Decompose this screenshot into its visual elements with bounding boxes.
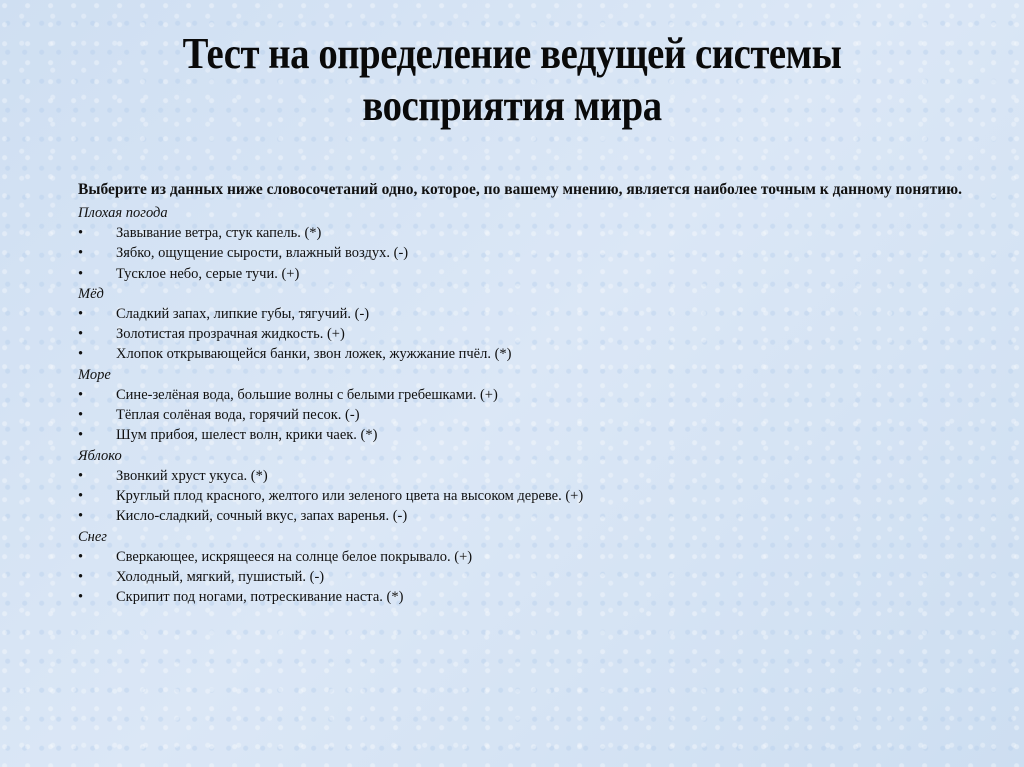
group-sea	[78, 365, 978, 446]
bullet-icon: •	[78, 548, 84, 565]
bullet-icon: •	[78, 265, 84, 282]
bullet-icon: •	[78, 487, 84, 504]
bullet-icon: •	[78, 589, 84, 606]
item-text: Тёплая солёная вода, горячий песок. (-)	[116, 407, 360, 424]
group-title: Море	[78, 366, 111, 383]
list-item	[78, 425, 978, 445]
bullet-icon: •	[78, 508, 84, 525]
list-item	[78, 385, 978, 405]
bullet-icon: •	[78, 386, 84, 403]
group-honey	[78, 284, 978, 365]
bullet-icon: •	[78, 245, 84, 262]
bullet-icon: •	[78, 467, 84, 484]
list-item	[78, 466, 978, 486]
list-item	[78, 344, 978, 364]
slide-content	[78, 180, 978, 607]
bullet-icon: •	[78, 305, 84, 322]
group-bad-weather	[78, 203, 978, 284]
item-text: Тусклое небо, серые тучи. (+)	[116, 265, 300, 282]
group-title: Плохая погода	[78, 205, 168, 221]
item-text: Сладкий запах, липкие губы, тягучий. (-)	[116, 305, 370, 322]
item-text: Скрипит под ногами, потрескивание наста. (*)	[116, 589, 404, 606]
slide-title	[61, 28, 962, 132]
item-text: Круглый плод красного, желтого или зеленого цвета на высоком дереве. (+)	[116, 487, 584, 504]
list-item	[78, 506, 978, 526]
group-snow	[78, 527, 978, 608]
item-text: Золотистая прозрачная жидкость. (+)	[116, 326, 345, 343]
item-text: Завывание ветра, стук капель. (*)	[116, 225, 322, 241]
group-title: Мёд	[78, 285, 104, 302]
group-title: Яблоко	[78, 447, 122, 464]
item-text: Зябко, ощущение сырости, влажный воздух. (-)	[116, 245, 409, 262]
list-item	[78, 567, 978, 587]
list-item	[78, 486, 978, 506]
title-line-2: восприятия мира	[362, 81, 662, 130]
bullet-icon: •	[78, 427, 84, 444]
group-title: Снег	[78, 528, 107, 545]
item-text: Звонкий хруст укуса. (*)	[116, 467, 268, 484]
list-item	[78, 304, 978, 324]
item-text: Кисло-сладкий, сочный вкус, запах варенья. (-)	[116, 508, 408, 525]
title-line-1: Тест на определение ведущей системы	[182, 29, 842, 78]
list-item	[78, 587, 978, 607]
list-item	[78, 324, 978, 344]
bullet-icon: •	[78, 346, 84, 363]
bullet-icon: •	[78, 225, 84, 241]
list-item	[78, 264, 978, 284]
group-apple	[78, 446, 978, 527]
item-text: Сверкающее, искрящееся на солнце белое покрывало. (+)	[116, 548, 473, 565]
list-item	[78, 405, 978, 425]
list-item	[78, 223, 978, 243]
item-text: Хлопок открывающейся банки, звон ложек, жужжание пчёл. (*)	[116, 346, 512, 363]
item-text: Холодный, мягкий, пушистый. (-)	[116, 568, 325, 585]
instruction-text: Выберите из данных ниже словосочетаний одно, которое, по вашему мнению, является наиболее точным к данному понятию.	[78, 181, 962, 198]
item-text: Сине-зелёная вода, большие волны с белыми гребешками. (+)	[116, 386, 498, 403]
bullet-icon: •	[78, 407, 84, 424]
bullet-icon: •	[78, 568, 84, 585]
bullet-icon: •	[78, 326, 84, 343]
list-item	[78, 547, 978, 567]
list-item	[78, 243, 978, 263]
item-text: Шум прибоя, шелест волн, крики чаек. (*)	[116, 427, 378, 444]
